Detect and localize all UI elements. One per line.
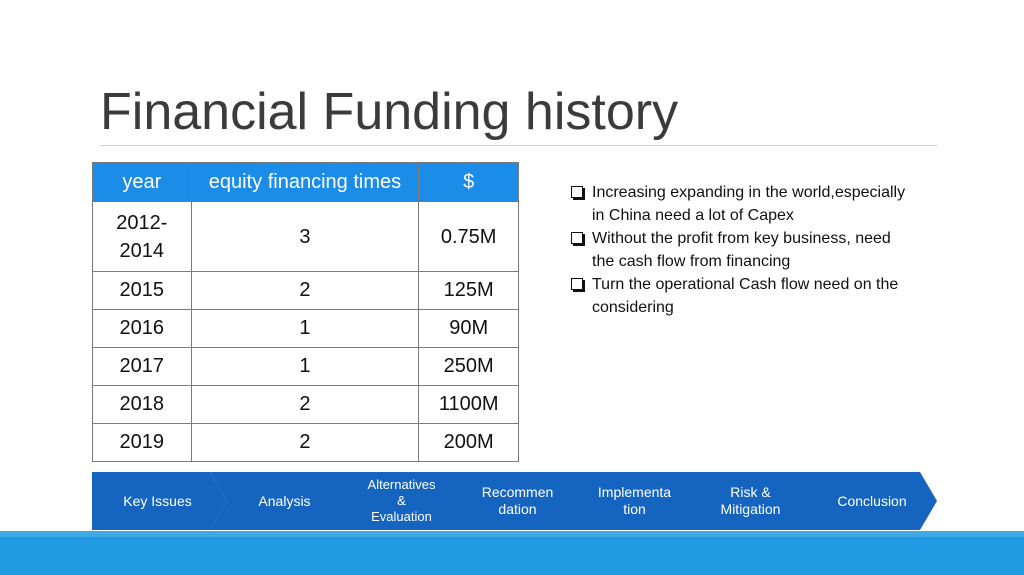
cell-amount: 125M [419, 272, 519, 310]
process-step-analysis[interactable] [210, 472, 345, 530]
table-row [93, 424, 519, 462]
cell-times: 2 [191, 424, 419, 462]
process-step-alternatives-evaluation[interactable] [327, 472, 462, 530]
cell-year: 2016 [93, 310, 192, 348]
cell-times: 2 [191, 272, 419, 310]
process-step-recommendation[interactable] [443, 472, 578, 530]
cell-amount: 200M [419, 424, 519, 462]
table-row [93, 386, 519, 424]
process-step-label: Risk & Mitigation [720, 484, 781, 517]
bullet-item [570, 181, 910, 227]
table-row [93, 348, 519, 386]
title-divider [100, 145, 937, 146]
cell-year: 2018 [93, 386, 192, 424]
checkbox-square-icon [571, 278, 583, 290]
cell-amount: 1100M [419, 386, 519, 424]
bullet-item [570, 227, 910, 273]
bullet-text: Increasing expanding in the world,especially in China need a lot of Capex [592, 184, 906, 224]
bullet-text: Without the profit from key business, need the cash flow from financing [592, 230, 891, 270]
cell-times: 1 [191, 348, 419, 386]
process-step-label: Recommen dation [481, 484, 554, 517]
process-step-label: Alternatives & Evaluation [367, 477, 436, 524]
process-step-label: Analysis [258, 492, 311, 509]
table-row [93, 272, 519, 310]
process-flow [92, 472, 937, 530]
cell-times: 2 [191, 386, 419, 424]
cell-year: 2017 [93, 348, 192, 386]
checkbox-square-icon [571, 232, 583, 244]
footer-band-highlight [0, 531, 1024, 537]
process-step-label: Key Issues [123, 492, 192, 509]
cell-times: 1 [191, 310, 419, 348]
process-step-conclusion[interactable] [793, 472, 937, 530]
bullet-item [570, 273, 910, 319]
process-step-implementation[interactable] [560, 472, 695, 530]
table-header-row [93, 163, 519, 202]
process-step-key-issues[interactable] [92, 472, 227, 530]
process-step-label: Implementa tion [597, 484, 672, 517]
checkbox-square-icon [571, 186, 583, 198]
header-equity-financing-times: equity financing times [191, 163, 419, 202]
footer-band [0, 531, 1024, 575]
table-row [93, 310, 519, 348]
bullet-text: Turn the operational Cash flow need on the considering [592, 276, 899, 316]
header-amount: $ [419, 163, 519, 202]
cell-year: 2019 [93, 424, 192, 462]
cell-year: 2012- 2014 [93, 202, 192, 272]
cell-amount: 250M [419, 348, 519, 386]
cell-amount: 0.75M [419, 202, 519, 272]
table-row [93, 202, 519, 272]
process-step-risk-mitigation[interactable] [676, 472, 811, 530]
bullet-list [570, 181, 910, 319]
process-step-label: Conclusion [837, 492, 907, 509]
cell-amount: 90M [419, 310, 519, 348]
cell-times: 3 [191, 202, 419, 272]
slide-title: Financial Funding history [100, 83, 679, 141]
funding-table [92, 162, 519, 462]
cell-year: 2015 [93, 272, 192, 310]
header-year: year [93, 163, 192, 202]
